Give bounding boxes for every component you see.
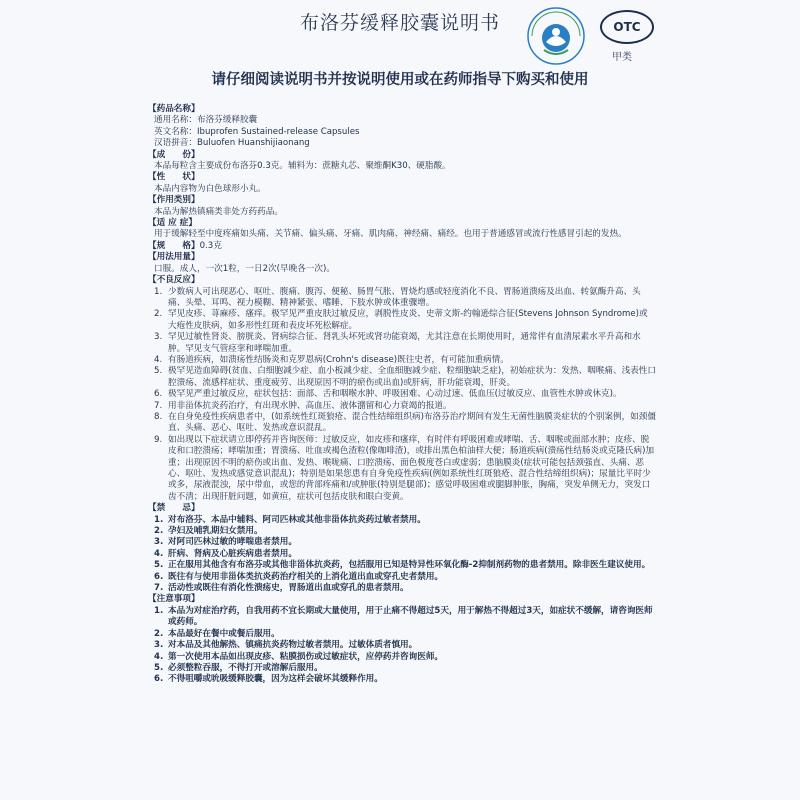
item-number: 2. (154, 309, 163, 320)
item-number: 3. (154, 537, 164, 548)
item-text: 对阿司匹林过敏的哮喘患者禁用。 (168, 537, 297, 548)
otc-badge (600, 10, 654, 44)
otc-label: OTC (613, 20, 641, 34)
item-text: 第一次使用本品如出现皮疹、粘膜损伤或过敏症状，应停药并咨询医师。 (168, 651, 444, 662)
otc-class-label: 甲类 (612, 52, 632, 63)
generic-name: 通用名称：布洛芬缓释胶囊 (154, 115, 258, 126)
character-text: 本品内容物为白色球形小丸。 (154, 183, 266, 194)
section-head-indication: 【适 应 症】 (148, 218, 197, 229)
item-number: 6. (154, 571, 164, 582)
section-head-composition: 【成 份】 (148, 149, 200, 160)
section-head-character: 【性 状】 (148, 172, 200, 183)
category-text: 本品为解热镇痛类非处方药药品。 (154, 206, 283, 217)
item-text: 对本品及其他解热、镇痛抗炎药物过敏者禁用。过敏体质者慎用。 (168, 640, 418, 651)
item-number: 7. (154, 583, 164, 594)
otc-safety-logo-icon (526, 6, 586, 66)
list-item (148, 652, 656, 663)
list-item (148, 606, 656, 629)
list-item (148, 629, 656, 640)
section-head-name: 【药品名称】 (148, 104, 200, 114)
page-subtitle: 请仔细阅读说明书并按说明使用或在药师指导下购买和使用 (211, 72, 589, 88)
item-number: 2. (154, 628, 164, 639)
item-number: 7. (154, 400, 163, 411)
item-text: 如出现以下症状请立即停药并咨询医师：过敏反应，如皮疹和瘙痒，有时伴有呼吸困难或哮喘、舌、咽喉或面部水肿；皮疹、脱皮和口腔溃疡；哮喘加重；胃溃疡、吐血或褐色渣粒(像咖啡渣)，或排出黑色柏油样大便；肠道疾病(溃疡性结肠炎或克隆氏病)加重；出现原因不明的瘀伤或出血、发热、喉咙痛、口腔溃疡、面色极度苍白或虚弱；患脑膜炎(症状可能包括颈强直、头痛、恶心、呕吐、发热或感觉意识混乱)；特别是如果您患有自身免疫性疾病(例如系统性红斑狼疮、混合性结缔组织病)；尿量比平时少或多，尿液混浊，尿中带血，或您的背部疼痛和/或肿胀(特别是腿部)；感觉呼吸困难或腿脚肿胀，胸痛，突发单侧无力，突发口齿不清；出现肝脏问题，如黄疸，症状可包括皮肤和眼白变黄。 (168, 434, 655, 502)
list-item (148, 412, 656, 435)
item-text: 不得咀嚼或吮吸缓释胶囊，因为这样会破坏其缓释作用。 (168, 674, 383, 685)
item-number: 5. (154, 662, 164, 673)
list-item (148, 435, 656, 503)
list-item (148, 366, 656, 389)
item-text: 罕见过敏性肾炎、膀胱炎、肾病综合征、肾乳头坏死或肾功能衰竭，尤其注意在长期使用时，通常伴有血清尿素水平升高和水肿。罕见支气管痉挛和哮喘加重。 (168, 332, 641, 354)
usage-text: 口服。成人，一次1粒，一日2次(早晚各一次)。 (154, 263, 335, 274)
english-name: 英文名称：Ibuprofen Sustained-release Capsules (154, 126, 360, 137)
item-text: 孕妇及哺乳期妇女禁用。 (168, 526, 263, 537)
list-item (148, 583, 656, 594)
list-item (148, 287, 656, 310)
item-text: 本品最好在餐中或餐后服用。 (168, 628, 280, 639)
spec-value: 0.3克 (199, 240, 222, 251)
item-number: 6. (154, 674, 164, 685)
item-text: 活动性或既往有消化性溃疡史，胃肠道出血或穿孔的患者禁用。 (168, 583, 409, 594)
indication-text: 用于缓解轻至中度疼痛如头痛、关节痛、偏头痛、牙痛、肌肉痛、神经痛、痛经。也用于普通感冒或流行性感冒引起的发热。 (154, 229, 627, 240)
item-number: 4. (154, 354, 163, 365)
item-number: 1. (154, 286, 163, 297)
page-title: 布洛芬缓释胶囊说明书 (299, 12, 500, 34)
item-text: 在自身免疫性疾病患者中，(如系统性红斑狼疮、混合性结缔组织病)布洛芬治疗期间有发生无菌性脑膜炎症状的个别案例，如颈僵直、头痛、恶心、呕吐、发热或意识混乱。 (168, 411, 656, 434)
list-item (148, 549, 656, 560)
list-item (148, 560, 656, 571)
list-item (148, 526, 656, 537)
item-text: 罕见皮疹、荨麻疹、瘙痒。极罕见严重皮肤过敏反应，剥脱性皮炎、史蒂文斯-约翰逊综合征(Stevens Johnson Syndrome)或大疱性皮肤病，如多形性红斑和表皮坏死松解症。 (168, 309, 648, 331)
list-item (148, 401, 656, 412)
item-number: 3. (154, 332, 163, 343)
item-number: 2. (154, 526, 164, 537)
item-number: 3. (154, 640, 164, 651)
item-text: 少数病人可出现恶心、呕吐、腹痛、腹泻、便秘、肠胃气胀、胃烧灼感或轻度消化不良、胃肠道溃疡及出血、转氨酶升高、头痛、头晕、耳鸣、视力模糊、精神紧张、嗜睡、下肢水肿或体重骤增。 (168, 286, 641, 308)
list-item (148, 355, 656, 366)
list-item (148, 515, 656, 526)
item-number: 1. (154, 514, 164, 525)
section-head-spec: 【规 格】 (148, 240, 200, 251)
leaflet-content (148, 104, 656, 686)
list-item (148, 663, 656, 674)
list-item (148, 537, 656, 548)
pinyin-name: 汉语拼音：Buluofen Huanshijiaonang (154, 138, 310, 149)
section-head-usage: 【用法用量】 (148, 252, 200, 263)
item-number: 5. (154, 560, 164, 571)
item-text: 对布洛芬、本品中辅料、阿司匹林或其他非甾体抗炎药过敏者禁用。 (168, 514, 426, 525)
item-text: 有肠道疾病，如溃疡性结肠炎和克罗恩病(Crohn's disease)既往史者，有可能加重病情。 (168, 354, 509, 365)
item-text: 用非甾体抗炎药治疗，有出现水肿、高血压、液体潴留和心力衰竭的报道。 (168, 400, 452, 411)
section-head-category: 【作用类别】 (148, 195, 200, 206)
list-item (148, 309, 656, 332)
spec-row (148, 241, 656, 252)
item-number: 6. (154, 389, 163, 400)
composition-text: 本品每粒含主要成份布洛芬0.3克。辅料为：蔗糖丸芯、聚维酮K30、硬脂酸。 (154, 161, 451, 172)
section-head-contraindication: 【禁 忌】 (148, 503, 200, 514)
item-number: 5. (154, 366, 163, 377)
item-number: 4. (154, 548, 164, 559)
section-head-precautions: 【注意事项】 (148, 594, 200, 605)
list-item (148, 389, 656, 400)
item-text: 极罕见严重过敏反应，症状包括：面部、舌和咽喉水肿、呼吸困难、心动过速、低血压(过敏反应、血管性水肿或休克)。 (168, 389, 622, 400)
list-item (148, 640, 656, 651)
item-text: 正在服用其他含有布洛芬或其他非甾体抗炎药，包括服用已知是特异性环氧化酶-2抑制剂药物的患者禁用。除非医生建议使用。 (168, 560, 651, 571)
item-text: 必须整粒吞服，不得打开或溶解后服用。 (168, 662, 323, 673)
item-number: 1. (154, 605, 164, 616)
item-number: 8. (154, 411, 163, 422)
item-number: 4. (154, 651, 164, 662)
section-head-adverse: 【不良反应】 (148, 275, 200, 286)
list-item (148, 332, 656, 355)
item-text: 既往有与使用非甾体类抗炎药治疗相关的上消化道出血或穿孔史者禁用。 (168, 571, 444, 582)
list-item (148, 572, 656, 583)
item-text: 极罕见造血障碍(贫血、白细胞减少症、血小板减少症、全血细胞减少症、粒细胞缺乏症)，初始症状为：发热、咽喉痛、浅表性口腔溃疡、流感样症状、重度疲劳、出现原因不明的瘀伤或出血)或肝病，肝功能衰竭，肝炎。 (168, 366, 656, 388)
list-item (148, 674, 656, 685)
item-text: 肝病、肾病及心脏疾病患者禁用。 (168, 548, 297, 559)
item-number: 9. (154, 434, 163, 445)
item-text: 本品为对症治疗药，自我用药不宜长期或大量使用，用于止痛不得超过5天，用于解热不得超过3天，如症状不缓解，请咨询医师或药师。 (168, 605, 653, 628)
